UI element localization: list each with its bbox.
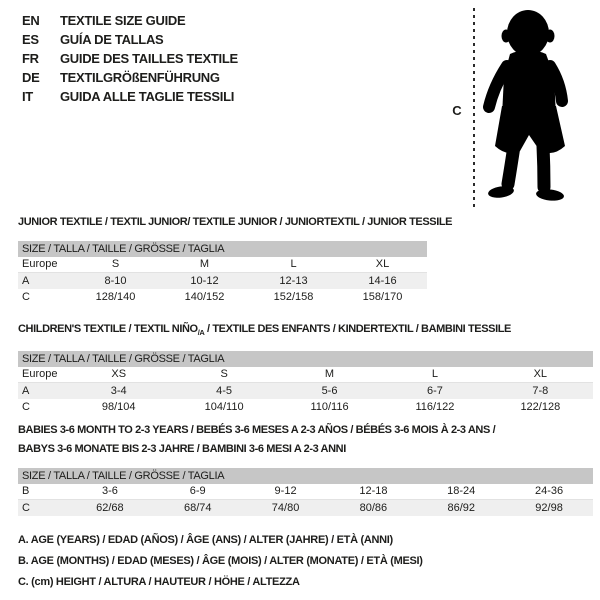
row-label: C	[22, 401, 30, 414]
language-list	[22, 11, 238, 106]
language-title: TEXTILGRÖßENFÜHRUNG	[60, 70, 220, 85]
size-header-bar: SIZE / TALLA / TAILLE / GRÖSSE / TAGLIA	[18, 351, 593, 367]
baby-silhouette-svg	[480, 8, 595, 208]
row-label: A	[22, 385, 30, 398]
row-label: C	[22, 502, 30, 514]
row-label: C	[22, 291, 30, 303]
language-row-de	[22, 68, 238, 87]
table-cell: 62/68	[96, 502, 124, 514]
junior-textile-title	[18, 213, 453, 232]
row-label: B	[22, 485, 30, 497]
language-title: GUÍA DE TALLAS	[60, 32, 164, 47]
row-label: Europe	[22, 368, 58, 381]
table-cell: S	[111, 258, 120, 270]
table-cell: 140/152	[184, 291, 225, 303]
language-code: IT	[22, 89, 33, 104]
title-text: /A	[197, 328, 205, 338]
table-cell: 92/98	[535, 502, 563, 514]
table-cell: 10-12	[190, 275, 219, 287]
language-code: DE	[22, 70, 40, 85]
title-text: BABIES 3-6 MONTH TO 2-3 YEARS / BEBÉS 3-6 MESES A 2-3 AÑOS / BÉBÉS 3-6 MOIS À 2-3 ANS /	[18, 424, 496, 436]
table-cell: XS	[111, 368, 127, 381]
childrens-textile-section	[18, 320, 593, 415]
table-cell: 8-10	[104, 275, 127, 287]
height-measure-dotted-line	[473, 8, 475, 209]
table-cell: 152/158	[273, 291, 314, 303]
table-cell: 98/104	[101, 401, 136, 414]
language-code: EN	[22, 13, 40, 28]
table-cell: 104/110	[204, 401, 244, 414]
table-cell: 14-16	[368, 275, 397, 287]
footnote-a: A. AGE (YEARS) / EDAD (AÑOS) / ÂGE (ANS) / ALTER (JAHRE) / ETÀ (ANNI)	[18, 534, 393, 546]
table-row-europe	[18, 257, 427, 273]
table-cell: 6-7	[426, 385, 443, 398]
table-cell: 74/80	[271, 502, 300, 514]
table-row-c	[18, 500, 593, 516]
language-title: GUIDE DES TAILLES TEXTILE	[60, 51, 238, 66]
childrens-textile-title	[18, 320, 593, 342]
table-cell: S	[220, 368, 228, 381]
table-cell: 18-24	[447, 485, 476, 497]
title-text: / TEXTILE DES ENFANTS / KINDERTEXTIL / BAMBINI TESSILE	[204, 323, 511, 335]
table-cell: 68/74	[183, 502, 212, 514]
table-cell: 24-36	[534, 485, 564, 497]
footnote-b: B. AGE (MONTHS) / EDAD (MESES) / ÂGE (MOIS) / ALTER (MONATE) / ETÀ (MESI)	[18, 555, 423, 567]
table-cell: 4-5	[216, 385, 233, 398]
table-cell: 3-4	[110, 385, 127, 398]
table-cell: 6-9	[189, 485, 206, 497]
language-row-en	[22, 11, 238, 30]
language-code: FR	[22, 51, 39, 66]
table-cell: L	[290, 258, 297, 270]
babies-textile-title	[18, 421, 593, 440]
size-header-bar: SIZE / TALLA / TAILLE / GRÖSSE / TAGLIA	[18, 241, 427, 257]
language-row-it	[22, 87, 238, 106]
legend-footnotes	[18, 530, 423, 593]
footnote-c: C. (cm) HEIGHT / ALTURA / HAUTEUR / HÖHE / ALTEZZA	[18, 576, 300, 588]
table-cell: 12-13	[279, 275, 308, 287]
baby-silhouette-icon	[480, 8, 595, 208]
table-row-a	[18, 273, 427, 289]
height-label: C	[452, 103, 462, 118]
title-text: JUNIOR TEXTILE / TEXTIL JUNIOR/ TEXTILE JUNIOR / JUNIORTEXTIL / JUNIOR TESSILE	[18, 216, 453, 228]
table-row-a	[18, 383, 593, 399]
table-cell: 9-12	[274, 485, 297, 497]
size-header-bar: SIZE / TALLA / TAILLE / GRÖSSE / TAGLIA	[18, 468, 593, 484]
title-text: CHILDREN'S TEXTILE / TEXTIL NIÑO	[18, 323, 198, 335]
row-label: Europe	[22, 258, 58, 270]
table-row-b	[18, 484, 593, 500]
table-cell: 116/122	[415, 401, 455, 414]
language-row-fr	[22, 49, 238, 68]
table-cell: XL	[375, 258, 390, 270]
table-cell: XL	[533, 368, 548, 381]
language-code: ES	[22, 32, 39, 47]
table-cell: 12-18	[359, 485, 388, 497]
table-cell: 128/140	[95, 291, 136, 303]
table-row-europe	[18, 367, 593, 383]
table-cell: 80/86	[359, 502, 388, 514]
table-cell: 3-6	[101, 485, 118, 497]
language-title: GUIDA ALLE TAGLIE TESSILI	[60, 89, 235, 104]
table-cell: 5-6	[321, 385, 338, 398]
table-row-c	[18, 289, 427, 305]
table-cell: 86/92	[447, 502, 475, 514]
table-cell: M	[199, 258, 210, 270]
babies-textile-section	[18, 421, 593, 516]
junior-textile-section	[18, 213, 453, 305]
table-row-c	[18, 399, 593, 415]
babies-textile-title	[18, 440, 593, 459]
table-cell: 122/128	[520, 401, 561, 414]
table-cell: L	[431, 368, 438, 381]
table-cell: M	[324, 368, 335, 381]
title-text: BABYS 3-6 MONATE BIS 2-3 JAHRE / BAMBINI 3-6 MESI A 2-3 ANNI	[18, 443, 346, 455]
table-cell: 7-8	[532, 385, 549, 398]
row-label: A	[22, 275, 30, 287]
language-row-es	[22, 30, 238, 49]
table-cell: 110/116	[310, 401, 349, 414]
table-cell: 158/170	[362, 291, 403, 303]
language-title: TEXTILE SIZE GUIDE	[60, 13, 186, 28]
